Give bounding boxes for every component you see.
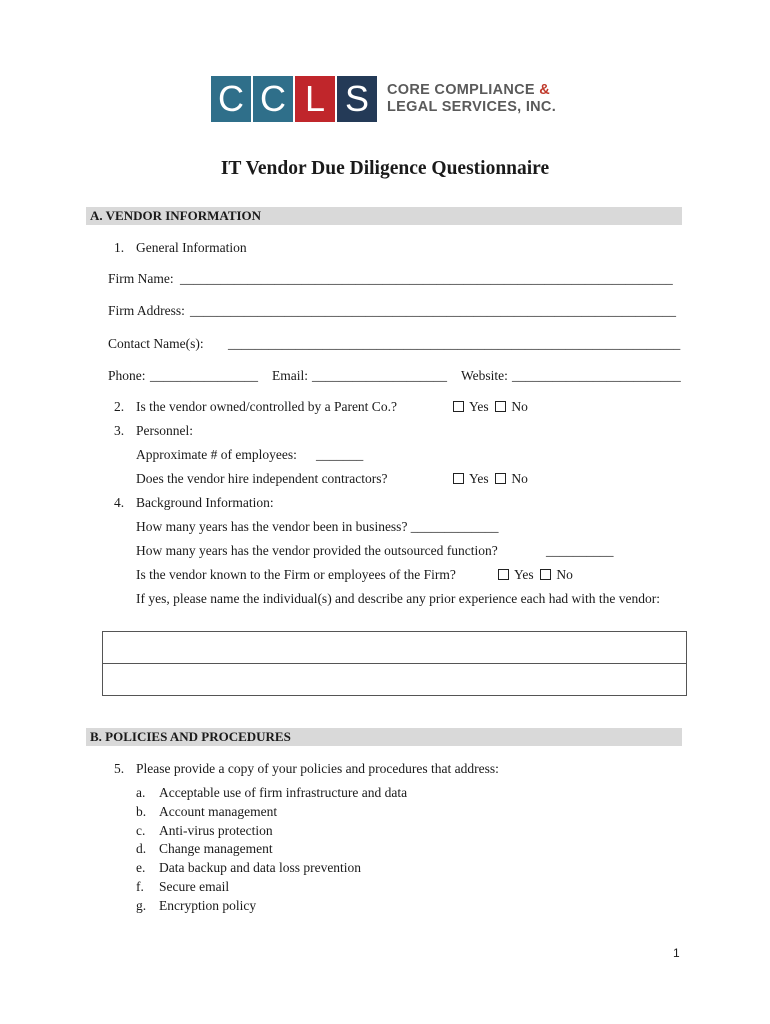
years-outsourced-text: How many years has the vendor provided the outsourced function? — [136, 543, 498, 558]
contractors-no-label: No — [511, 471, 528, 486]
known-no-checkbox[interactable] — [540, 569, 551, 580]
section-b-heading: B. POLICIES AND PROCEDURES — [86, 728, 682, 746]
email-label: Email: — [272, 368, 308, 383]
logo-line1: CORE COMPLIANCE — [387, 82, 535, 98]
policy-item-g-letter: g. — [136, 898, 147, 913]
contact-name-field[interactable]: ___________________________________________________________________ — [228, 336, 681, 351]
policy-item-f: Secure email — [159, 879, 230, 894]
logo-company-name — [387, 82, 556, 116]
logo-tile-c1: C — [211, 76, 251, 122]
employees-label: Approximate # of employees: — [136, 447, 297, 462]
q1-number: 1. — [114, 240, 125, 255]
contractors-text: Does the vendor hire independent contractors? — [136, 471, 388, 486]
q2-yes-label: Yes — [469, 399, 489, 414]
q2-number: 2. — [114, 399, 125, 414]
q4-number: 4. — [114, 495, 125, 510]
known-options — [498, 567, 573, 583]
contractors-yes-label: Yes — [469, 471, 489, 486]
logo-tile-l: L — [295, 76, 335, 122]
policy-item-e: Data backup and data loss prevention — [159, 860, 362, 875]
q2-options — [453, 399, 528, 415]
contractors-no-checkbox[interactable] — [495, 473, 506, 484]
contact-name-label: Contact Name(s): — [108, 336, 204, 351]
firm-name-field[interactable]: _________________________________________________________________________ — [180, 271, 673, 286]
q5-text: Please provide a copy of your policies and procedures that address: — [136, 761, 499, 776]
phone-field[interactable]: ________________ — [150, 368, 258, 383]
document-title: IT Vendor Due Diligence Questionnaire — [220, 158, 550, 179]
if-yes-text: If yes, please name the individual(s) and describe any prior experience each had with the vendor: — [136, 591, 661, 606]
q2-no-checkbox[interactable] — [495, 401, 506, 412]
response-box-row-1[interactable] — [102, 631, 687, 664]
logo-tile-s: S — [337, 76, 377, 122]
section-a-heading: A. VENDOR INFORMATION — [86, 207, 682, 225]
policy-item-f-letter: f. — [136, 879, 144, 894]
policy-item-g: Encryption policy — [159, 898, 257, 913]
firm-name-label: Firm Name: — [108, 271, 174, 286]
response-box-row-2[interactable] — [102, 663, 687, 696]
company-logo — [211, 76, 556, 122]
q2-text: Is the vendor owned/controlled by a Parent Co.? — [136, 399, 397, 414]
policy-item-a: Acceptable use of firm infrastructure and data — [159, 785, 408, 800]
q4-text: Background Information: — [136, 495, 274, 510]
employees-field[interactable]: _______ — [316, 447, 364, 462]
years-business-text[interactable]: How many years has the vendor been in business? _____________ — [136, 519, 499, 534]
logo-tile-c2: C — [253, 76, 293, 122]
years-outsourced-field[interactable]: __________ — [546, 543, 614, 558]
q2-no-label: No — [511, 399, 528, 414]
q2-yes-checkbox[interactable] — [453, 401, 464, 412]
contractors-options — [453, 471, 528, 487]
known-no-label: No — [556, 567, 573, 582]
policy-item-b: Account management — [159, 804, 278, 819]
policy-item-d-letter: d. — [136, 841, 147, 856]
logo-line2: LEGAL SERVICES, INC. — [387, 99, 557, 115]
known-text: Is the vendor known to the Firm or employees of the Firm? — [136, 567, 456, 582]
known-yes-label: Yes — [514, 567, 534, 582]
policy-item-d: Change management — [159, 841, 273, 856]
logo-ampersand: & — [539, 82, 551, 98]
q1-text: General Information — [136, 240, 247, 255]
q5-number: 5. — [114, 761, 125, 776]
policy-item-b-letter: b. — [136, 804, 147, 819]
phone-label: Phone: — [108, 368, 146, 383]
firm-address-label: Firm Address: — [108, 303, 185, 318]
website-field[interactable]: _________________________ — [512, 368, 681, 383]
known-yes-checkbox[interactable] — [498, 569, 509, 580]
website-label: Website: — [461, 368, 508, 383]
policy-item-c: Anti-virus protection — [159, 823, 273, 838]
page-number: 1 — [673, 946, 680, 960]
policy-item-e-letter: e. — [136, 860, 146, 875]
contractors-yes-checkbox[interactable] — [453, 473, 464, 484]
q3-text: Personnel: — [136, 423, 193, 438]
q3-number: 3. — [114, 423, 125, 438]
policy-item-a-letter: a. — [136, 785, 146, 800]
policy-item-c-letter: c. — [136, 823, 146, 838]
email-field[interactable]: ____________________ — [312, 368, 447, 383]
firm-address-field[interactable]: ________________________________________________________________________ — [190, 303, 676, 318]
